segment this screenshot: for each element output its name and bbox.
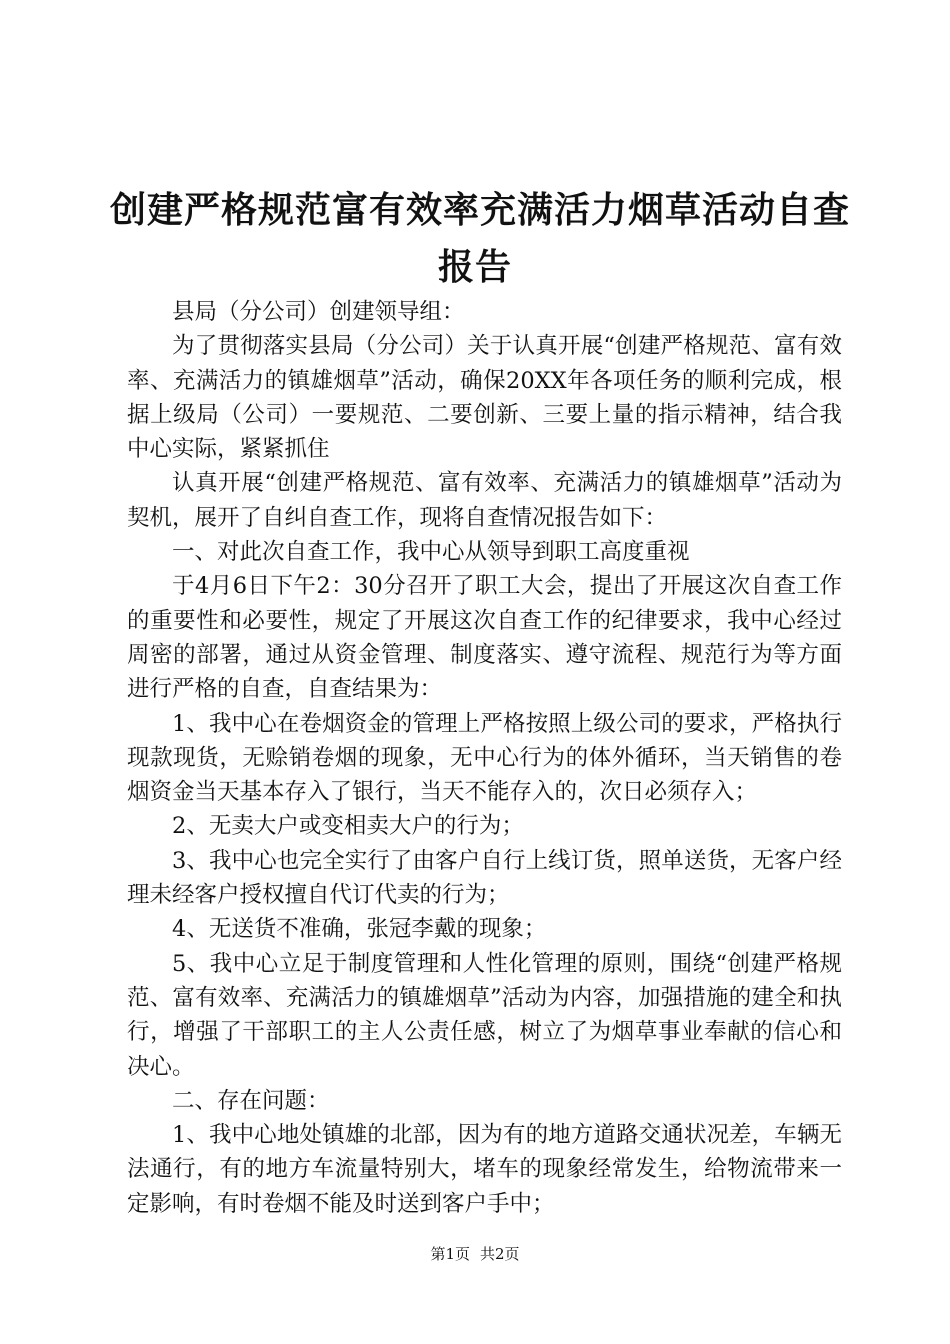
paragraph-salutation: 县局（分公司）创建领导组：	[172, 299, 465, 325]
document-body	[127, 295, 842, 1221]
document-title-line-1: 创建严格规范富有效率充满活力烟草活动自查	[110, 189, 851, 231]
list-item: 1、我中心在卷烟资金的管理上严格按照上级公司的要求，严格执行现款现货，无赊销卷烟的现象，无中心行为的体外循环，当天销售的卷烟资金当天基本存入了银行，当天不能存入的，次日必须存入；	[127, 710, 842, 806]
page-number: 第1页	[430, 1245, 470, 1263]
document-title-line-2: 报告	[437, 246, 512, 288]
page-footer	[0, 1244, 950, 1264]
list-item: 5、我中心立足于制度管理和人性化管理的原则，围绕“创建严格规范、富有效率、充满活力的镇雄烟草”活动为内容，加强措施的建全和执行，增强了干部职工的主人公责任感，树立了为烟草事业奉献的信心和决心。	[127, 950, 842, 1080]
paragraph: 为了贯彻落实县局（分公司）关于认真开展“创建严格规范、富有效率、充满活力的镇雄烟草”活动，确保20XX年各项任务的顺利完成，根据上级局（公司）一要规范、二要创新、三要上量的指示精神，结合我中心实际，紧紧抓住	[127, 333, 842, 463]
section-heading-1: 一、对此次自查工作，我中心从领导到职工高度重视	[172, 539, 690, 566]
list-item: 1、我中心地处镇雄的北部，因为有的地方道路交通状况差，车辆无法通行，有的地方车流量特别大，堵车的现象经常发生，给物流带来一定影响，有时卷烟不能及时送到客户手中；	[127, 1122, 842, 1217]
list-item: 2、无卖大户或变相卖大户的行为；	[172, 813, 524, 840]
paragraph: 于4月6日下午2：30分召开了职工大会，提出了开展这次自查工作的重要性和必要性，规定了开展这次自查工作的纪律要求，我中心经过周密的部署，通过从资金管理、制度落实、遵守流程、规范行为等方面进行严格的自查，自查结果为：	[127, 573, 842, 703]
list-item: 4、无送货不准确，张冠李戴的现象；	[172, 916, 547, 943]
section-heading-2: 二、存在问题：	[172, 1087, 330, 1114]
list-item: 3、我中心也完全实行了由客户自行上线订货，照单送货，无客户经理未经客户授权擅自代订代卖的行为；	[127, 847, 842, 909]
page-total: 共2页	[480, 1245, 520, 1263]
paragraph: 认真开展“创建严格规范、富有效率、充满活力的镇雄烟草”活动为契机，展开了自纠自查工作，现将自查情况报告如下：	[127, 470, 842, 531]
